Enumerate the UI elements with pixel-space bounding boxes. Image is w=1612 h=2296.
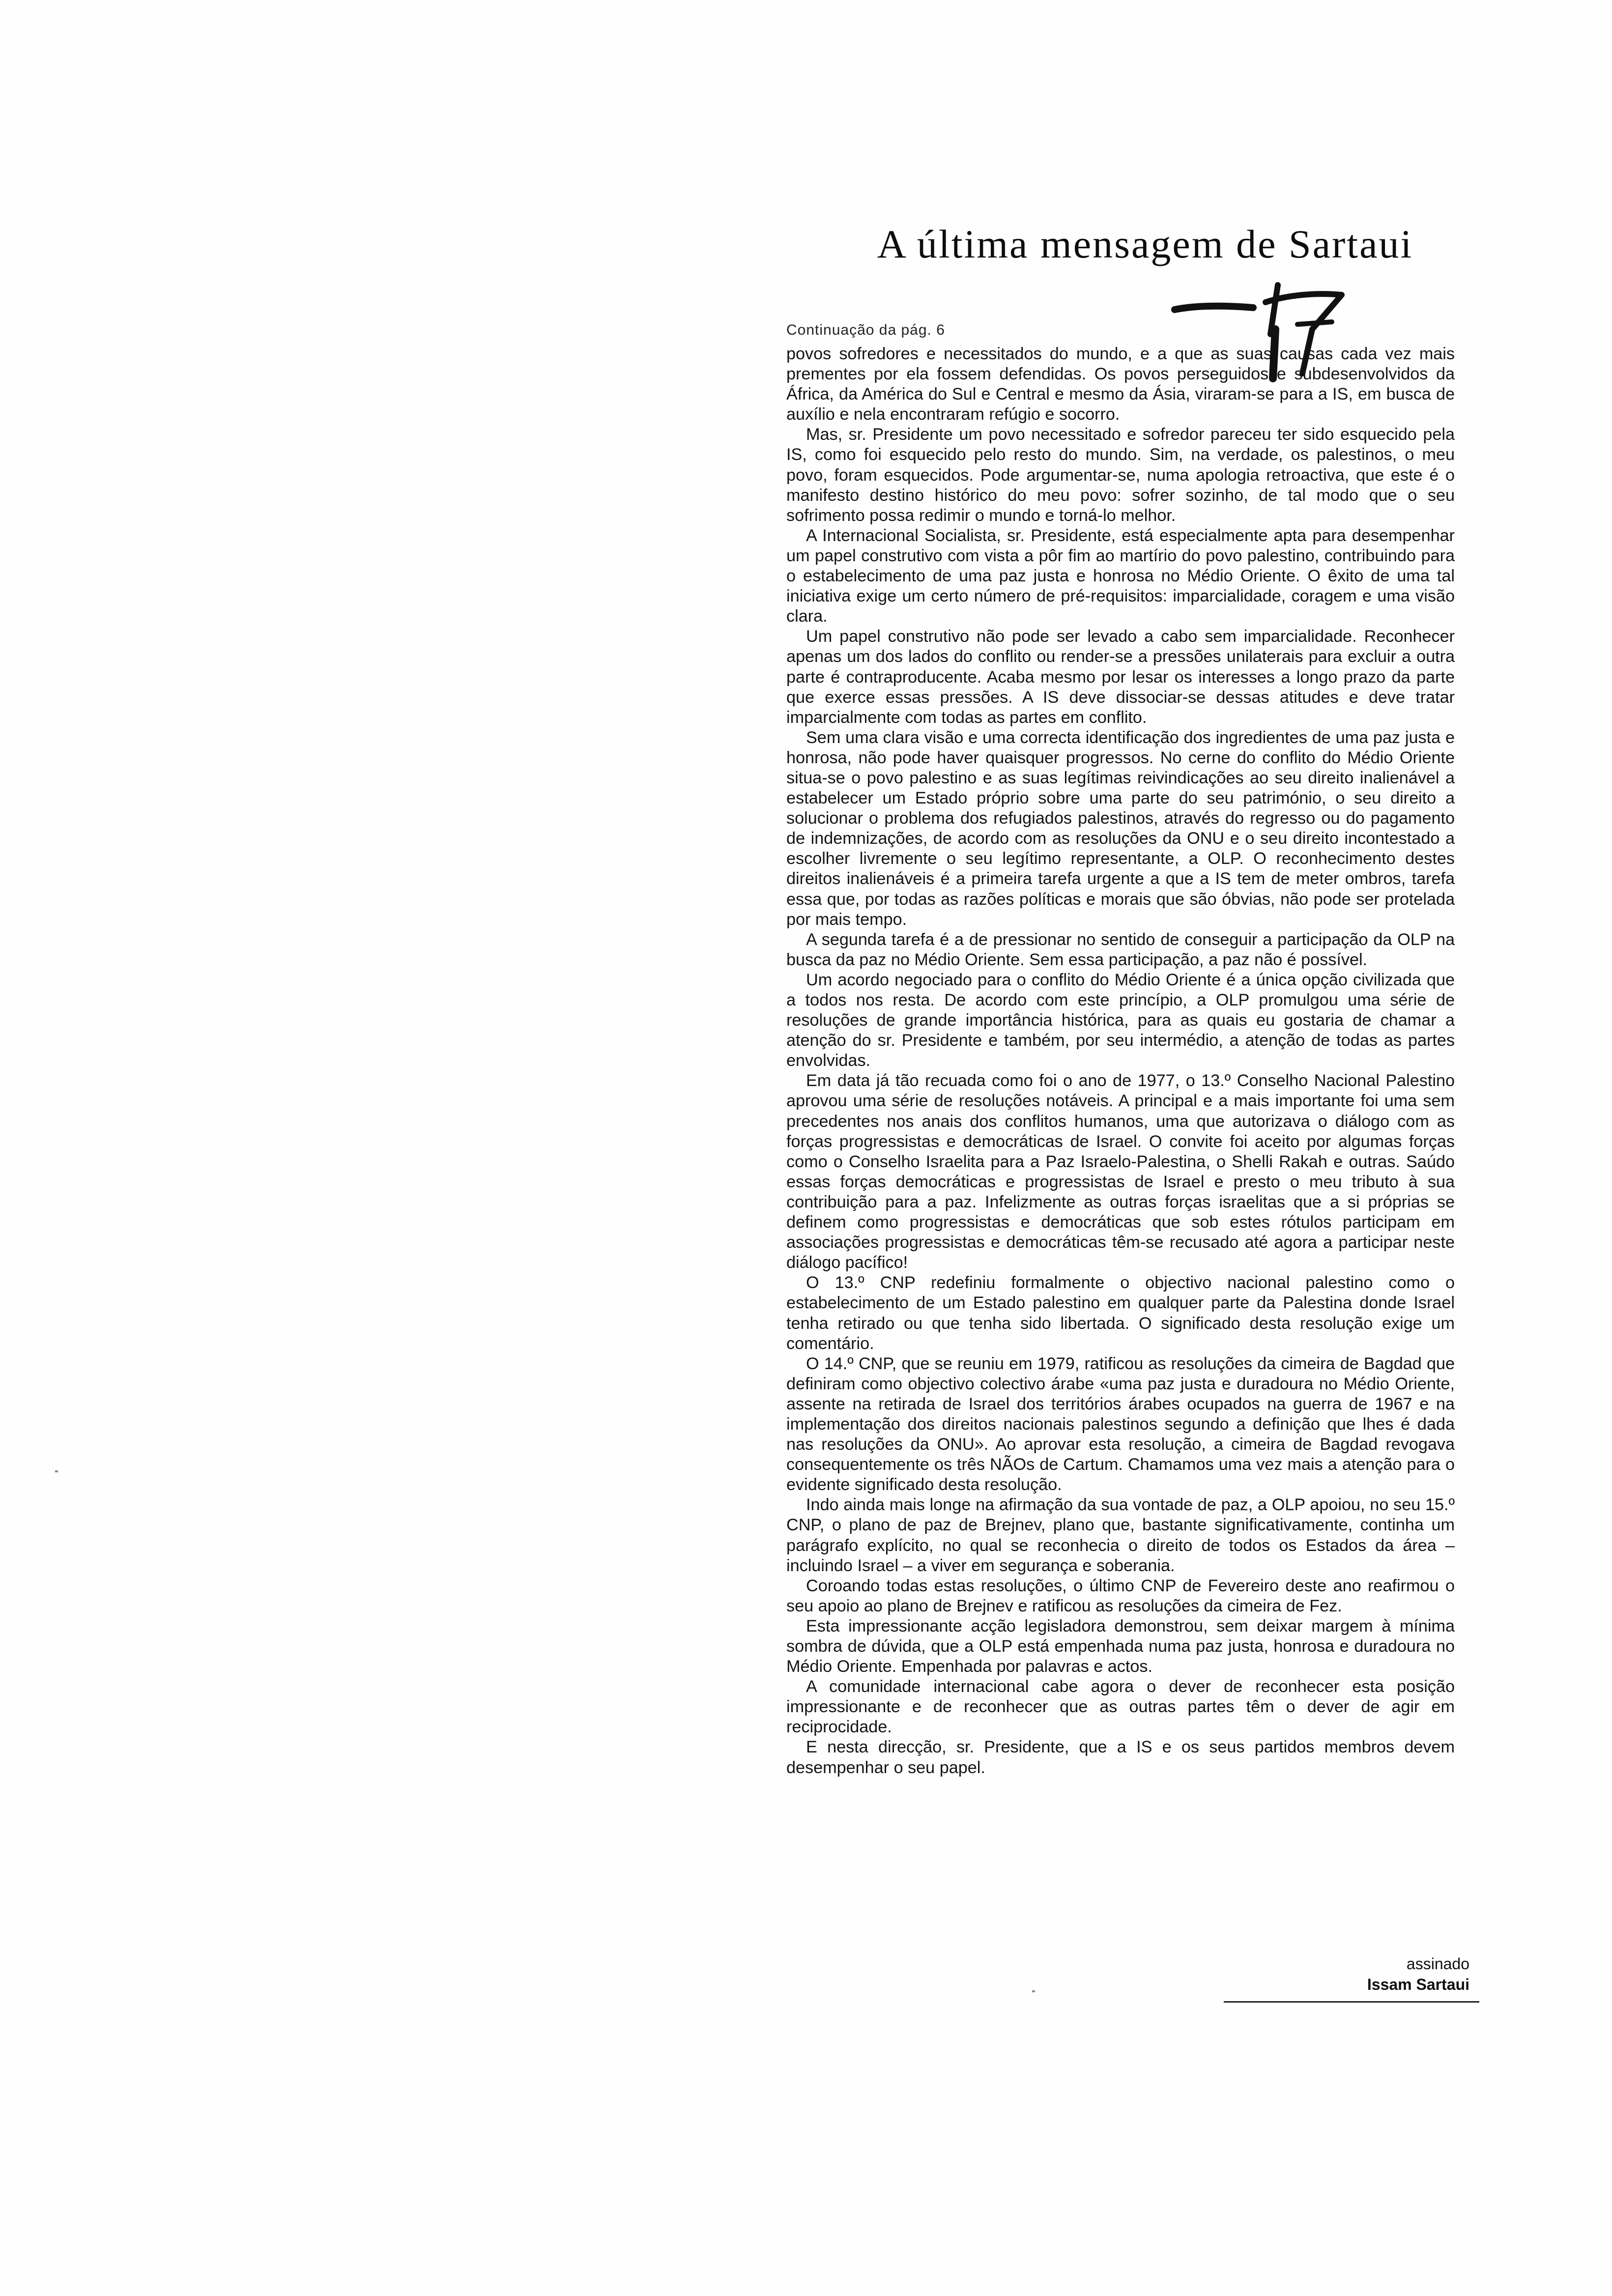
scan-speck — [1032, 1990, 1035, 1992]
continuation-note: Continuação da pág. 6 — [786, 322, 945, 338]
article-paragraph: povos sofredores e necessitados do mundo, e a que as suas causas cada vez mais prementes por ela fossem defendidas. Os povos perseguidos e subdesenvolvidos da África, da América do Sul e Central e mesmo da Ásia, viraram-se para a IS, em busca de auxílio e nela encontraram refúgio e socorro. — [786, 344, 1455, 424]
article-paragraph: Indo ainda mais longe na afirmação da sua vontade de paz, a OLP apoiou, no seu 15.º CNP, o plano de paz de Brejnev, plano que, bastante significativamente, continha um parágrafo explícito, no qual se reconhecia o direito de todos os Estados da área – incluindo Israel – a viver em segurança e soberania. — [786, 1495, 1455, 1575]
article-paragraph: A Internacional Socialista, sr. Presidente, está especialmente apta para desempenhar um papel construtivo com vista a pôr fim ao martírio do povo palestino, contribuindo para o estabelecimento de uma paz justa e honrosa no Médio Oriente. O êxito de uma tal iniciativa exige um certo número de pré-requisitos: imparcialidade, coragem e uma visão clara. — [786, 526, 1455, 626]
headline: A última mensagem de Sartaui — [877, 222, 1413, 266]
article-paragraph: O 14.º CNP, que se reuniu em 1979, ratificou as resoluções da cimeira de Bagdad que definiram como objectivo colectivo árabe «uma paz justa e duradoura no Médio Oriente, assente na retirada de Israel dos territórios árabes ocupados na guerra de 1967 e na implementação dos direitos nacionais palestinos segundo a definição que lhes é dada nas resoluções da ONU». Ao aprovar esta resolução, a cimeira de Bagdad revogava consequentemente os três NÃOs de Cartum. Chamamos uma vez mais a atenção para o evidente significado desta resolução. — [786, 1354, 1455, 1494]
article-paragraph: E nesta direcção, sr. Presidente, que a IS e os seus partidos membros devem desempenhar o seu papel. — [786, 1738, 1455, 1777]
signature-rule — [1224, 2001, 1479, 2003]
article-paragraph: Coroando todas estas resoluções, o último CNP de Fevereiro deste ano reafirmou o seu apoio ao plano de Brejnev e ratificou as resoluções da cimeira de Fez. — [786, 1576, 1455, 1615]
article-paragraph: Em data já tão recuada como foi o ano de 1977, o 13.º Conselho Nacional Palestino aprovou uma série de resoluções notáveis. A principal e a mais importante foi uma sem precedentes nos anais dos conflitos humanos, uma que autorizava o diálogo com as forças progressistas e democráticas de Israel. O convite foi aceito por algumas forças como o Conselho Israelita para a Paz Israelo-Palestina, o Shelli Rakah e outras. Saúdo essas forças democráticas e progressistas de Israel e presto o meu tributo à sua contribuição para a paz. Infelizmente as outras forças israelitas que a si próprias se definem como progressistas e democráticas que sob estes rótulos participam em associações progressistas e democráticas têm-se recusado até agora a participar neste diálogo pacífico! — [786, 1071, 1455, 1272]
article-paragraph: A segunda tarefa é a de pressionar no sentido de conseguir a participação da OLP na busca da paz no Médio Oriente. Sem essa participação, a paz não é possível. — [786, 930, 1455, 969]
article-paragraph: Sem uma clara visão e uma correcta identificação dos ingredientes de uma paz justa e honrosa, não pode haver quaisquer progressos. No cerne do conflito do Médio Oriente situa-se o povo palestino e as suas legítimas reivindicações ao seu direito inalienável a estabelecer um Estado próprio sobre uma parte do seu património, o seu direito a solucionar o problema dos refugiados palestinos, através do regresso ou do pagamento de indemnizações, de acordo com as resoluções da ONU e o seu direito incontestado a escolher livremente o seu legítimo representante, a OLP. O reconhecimento destes direitos inalienáveis é a primeira tarefa urgente a que a IS tem de meter ombros, tarefa essa que, por todas as razões políticas e morais que são óbvias, não pode ser protelada por mais tempo. — [786, 728, 1455, 929]
article-paragraph: Esta impressionante acção legisladora demonstrou, sem deixar margem à mínima sombra de dúvida, que a OLP está empenhada numa paz justa, honrosa e duradoura no Médio Oriente. Empenhada por palavras e actos. — [786, 1616, 1455, 1676]
article-paragraph: O 13.º CNP redefiniu formalmente o objectivo nacional palestino como o estabelecimento de um Estado palestino em qualquer parte da Palestina donde Israel tenha retirado ou que tenha sido libertada. O significado desta resolução exige um comentário. — [786, 1273, 1455, 1353]
signature-name: Issam Sartaui — [1367, 1976, 1469, 1993]
article-body — [786, 344, 1455, 1778]
article-paragraph: A comunidade internacional cabe agora o dever de reconhecer esta posição impressionante e de reconhecer que as outras partes têm o dever de agir em reciprocidade. — [786, 1677, 1455, 1737]
signature-label: assinado — [1406, 1955, 1469, 1973]
scan-speck — [55, 1470, 58, 1472]
article-paragraph: Um papel construtivo não pode ser levado a cabo sem imparcialidade. Reconhecer apenas um dos lados do conflito ou render-se a pressões unilaterais para excluir a outra parte é contraproducente. Acaba mesmo por lesar os interesses a longo prazo da parte que exerce essas pressões. A IS deve dissociar-se dessas atitudes e deve tratar imparcialmente com todas as partes em conflito. — [786, 627, 1455, 727]
signature-block — [1229, 1953, 1469, 1995]
article-paragraph: Mas, sr. Presidente um povo necessitado e sofredor pareceu ter sido esquecido pela IS, como foi esquecido pelo resto do mundo. Sim, na verdade, os palestinos, o meu povo, foram esquecidos. Pode argumentar-se, numa apologia retroactiva, que este é o manifesto destino histórico do meu povo: sofrer sozinho, de tal modo que o seu sofrimento possa redimir o mundo e torná-lo melhor. — [786, 425, 1455, 525]
article-paragraph: Um acordo negociado para o conflito do Médio Oriente é a única opção civilizada que a todos nos resta. De acordo com este princípio, a OLP promulgou uma série de resoluções de grande importância histórica, para as quais eu gostaria de chamar a atenção do sr. Presidente e também, por seu intermédio, a atenção de todas as partes envolvidas. — [786, 970, 1455, 1070]
